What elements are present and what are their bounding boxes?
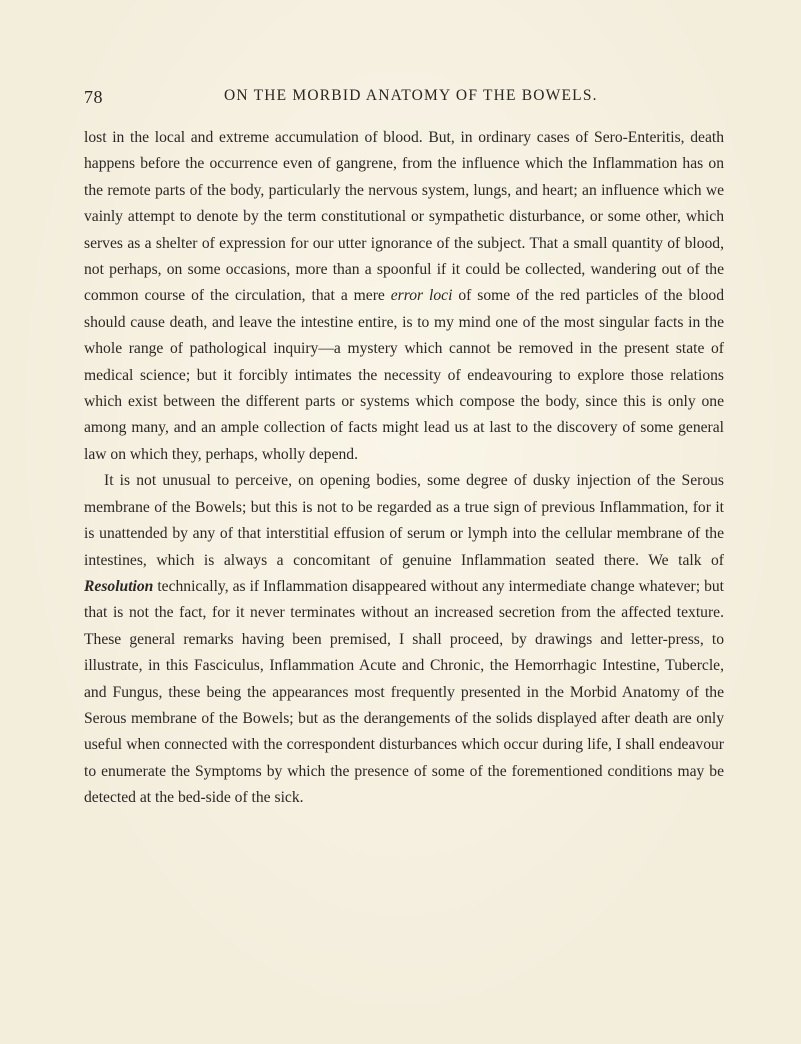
paragraph-1 <box>84 125 724 468</box>
paragraph-1-italic-term: error loci <box>390 287 453 305</box>
paragraph-1-text-2: of some of the red particles of the blood should cause death, and leave the intestine entire, is to my mind one of the most singular facts in the whole range of pathological inquiry—a mystery which cannot be removed in the present state of medical science; but it forcibly intimates the necessity of endeavouring to explore those relations which exist between the different parts or systems which compose the body, since this is only one among many, and an ample collection of facts might lead us at last to the discovery of some general law on which they, perhaps, wholly depend. <box>84 287 724 463</box>
body-text <box>84 125 724 812</box>
paragraph-2-italic-term: Resolution <box>84 577 154 595</box>
running-title: ON THE MORBID ANATOMY OF THE BOWELS. <box>224 87 598 104</box>
paragraph-1-text-1: lost in the local and extreme accumulation of blood. But, in ordinary cases of Sero-Enteritis, death happens before the occurrence even of gangrene, from the influence which the Inflammation has on the remote parts of the body, particularly the nervous system, lungs, and heart; an influence which we vainly attempt to denote by the term constitutional or sympathetic disturbance, or some other, which serves as a shelter of expression for our utter ignorance of the subject. That a small quantity of blood, not perhaps, on some occasions, more than a spoonful if it could be collected, wandering out of the common course of the circulation, that a mere <box>84 129 724 305</box>
paragraph-2-text-2: technically, as if Inflammation disappeared without any intermediate change whatever; but that is not the fact, for it never terminates without an increased secretion from the affected texture. These general remarks having been premised, I shall proceed, by drawings and letter-press, to illustrate, in this Fasciculus, Inflammation Acute and Chronic, the Hemorrhagic Intestine, Tubercle, and Fungus, these being the appearances most frequently presented in the Morbid Anatomy of the Serous membrane of the Bowels; but as the derangements of the solids displayed after death are only useful when connected with the correspondent disturbances which occur during life, I shall endeavour to enumerate the Symptoms by which the presence of some of the forementioned conditions may be detected at the bed-side of the sick. <box>84 577 724 807</box>
paragraph-2-text-1: It is not unusual to perceive, on opening bodies, some degree of dusky injection of the Serous membrane of the Bowels; but this is not to be regarded as a true sign of previous Inflammation, for it is unattended by any of that interstitial effusion of serum or lymph into the cellular membrane of the intestines, which is always a concomitant of genuine Inflammation seated there. We talk of <box>84 472 724 569</box>
page-number: 78 <box>84 87 103 107</box>
running-head <box>84 87 724 113</box>
paragraph-2 <box>84 468 724 811</box>
